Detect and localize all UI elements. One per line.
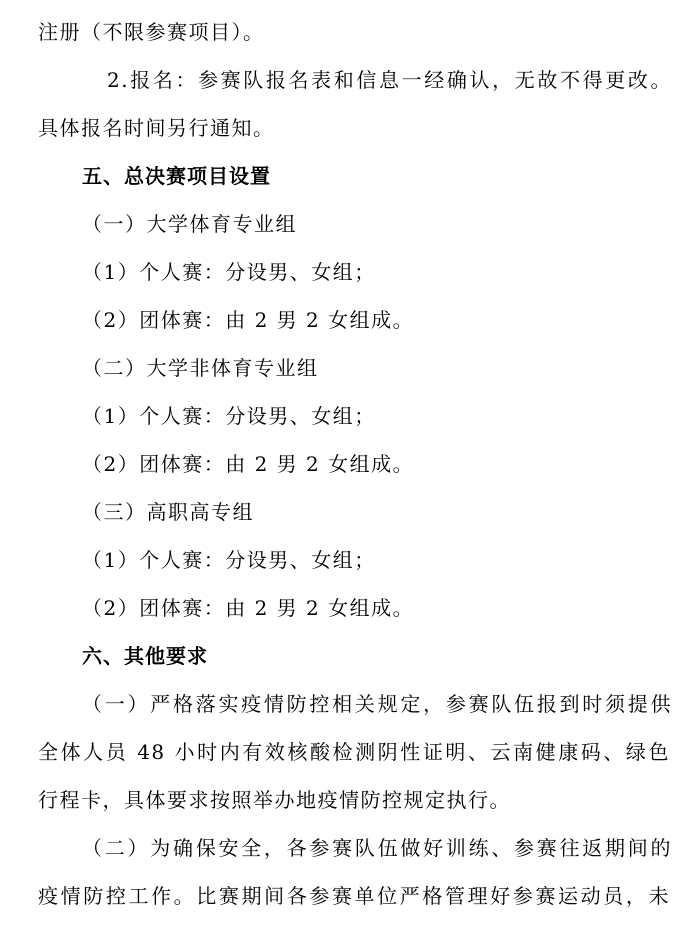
paragraph-line: （二）为确保安全，各参赛队伍做好训练、参赛往返期间的 <box>82 836 672 860</box>
paragraph-line: 行程卡，具体要求按照举办地疫情防控规定执行。 <box>38 788 511 812</box>
section-heading: 五、总决赛项目设置 <box>82 164 271 188</box>
section-heading: 六、其他要求 <box>82 644 208 668</box>
list-item: （1）个人赛：分设男、女组； <box>82 404 376 428</box>
subsection-heading: （二）大学非体育专业组 <box>82 356 319 380</box>
list-item: （1）个人赛：分设男、女组； <box>82 260 376 284</box>
subsection-heading: （一）大学体育专业组 <box>82 212 297 236</box>
list-item: （1）个人赛：分设男、女组； <box>82 548 376 572</box>
paragraph-line: 全体人员 48 小时内有效核酸检测阴性证明、云南健康码、绿色 <box>38 740 670 764</box>
list-item: （2）团体赛：由 2 男 2 女组成。 <box>82 308 415 332</box>
list-item: （2）团体赛：由 2 男 2 女组成。 <box>82 596 415 620</box>
paragraph-line: （一）严格落实疫情防控相关规定，参赛队伍报到时须提供 <box>82 692 672 716</box>
paragraph-line: 注册（不限参赛项目）。 <box>38 20 265 44</box>
subsection-heading: （三）高职高专组 <box>82 500 254 524</box>
paragraph-line: 2.报名：参赛队报名表和信息一经确认，无故不得更改。 <box>107 68 672 92</box>
paragraph-line: 疫情防控工作。比赛期间各参赛单位严格管理好参赛运动员，未 <box>38 884 670 908</box>
list-item: （2）团体赛：由 2 男 2 女组成。 <box>82 452 415 476</box>
paragraph-line: 具体报名时间另行通知。 <box>38 116 275 140</box>
